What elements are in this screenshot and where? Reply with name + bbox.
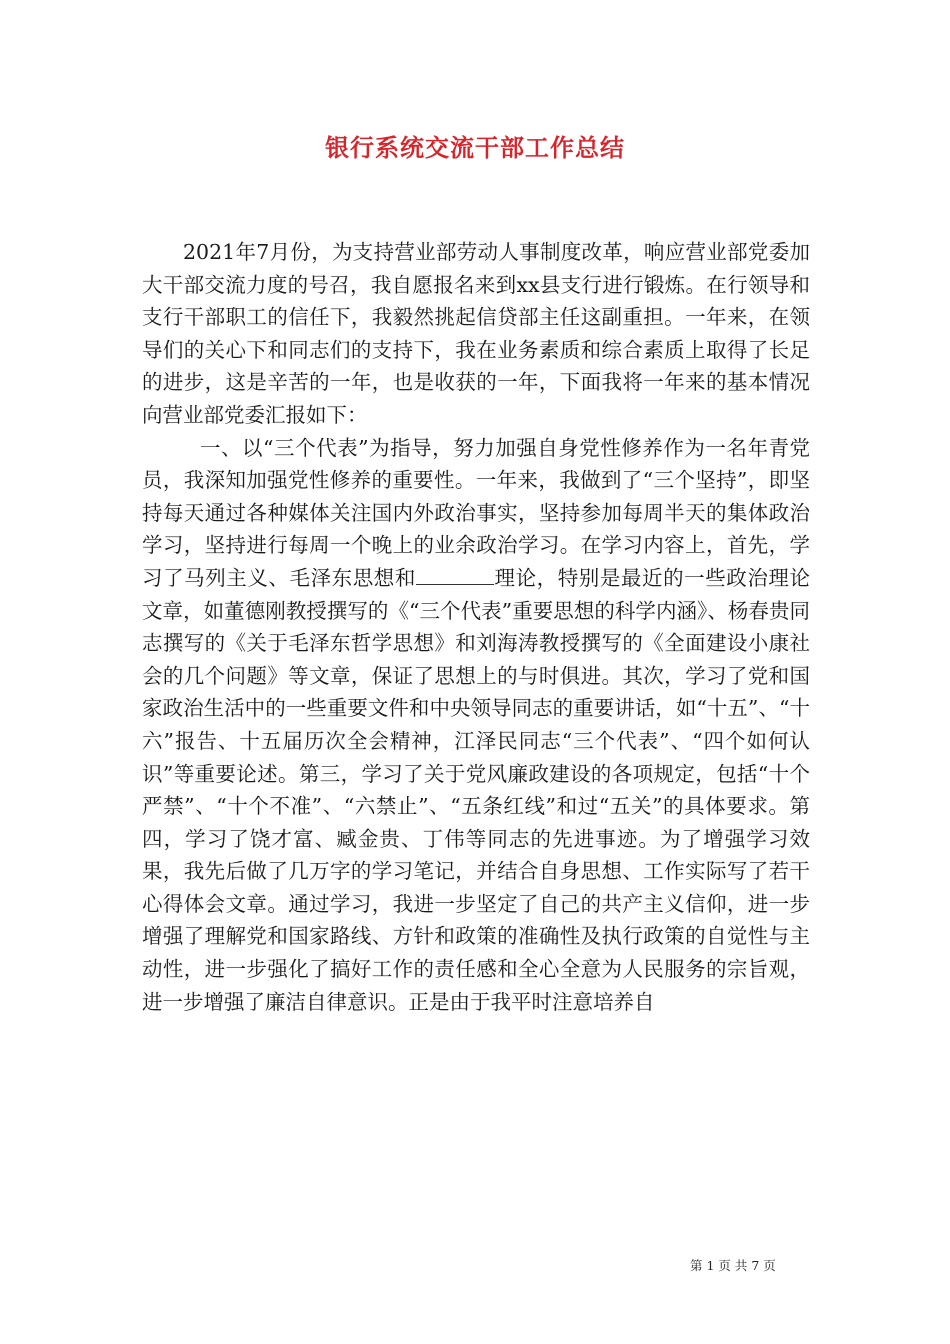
document-title: 银行系统交流干部工作总结 (325, 133, 625, 162)
paragraph-intro: 2021年7月份，为支持营业部劳动人事制度改革，响应营业部党委加大干部交流力度的号召，我自愿报名来到xx县支行进行锻炼。在行领导和支行干部职工的信任下，我毅然挑起信贷部主任这副重担。一年来，在领导们的关心下和同志们的支持下，我在业务素质和综合素质上取得了长足的进步，这是辛苦的一年，也是收获的一年，下面我将一年来的基本情况向营业部党委汇报如下： (142, 240, 810, 427)
page-number-footer: 第 1 页 共 7 页 (690, 1258, 776, 1273)
document-body (142, 236, 810, 1018)
fill-in-blank (416, 566, 494, 585)
paragraph-section-one-part2: 理论，特别是最近的一些政治理论文章，如董德刚教授撰写的《“三个代表”重要思想的科学内涵》、杨春贵同志撰写的《关于毛泽东哲学思想》和刘海涛教授撰写的《全面建设小康社会的几个问题》等文章，保证了思想上的与时俱进。其次，学习了党和国家政治生活中的一些重要文件和中央领导同志的重要讲话，如“十五”、“十六”报告、十五届历次全会精神，江泽民同志“三个代表”、“四个如何认识”等重要论述。第三，学习了关于党风廉政建设的各项规定，包括“十个严禁”、“十个不准”、“六禁止”、“五条红线”和过“五关”的具体要求。第四，学习了饶才富、臧金贵、丁伟等同志的先进事迹。为了增强学习效果，我先后做了几万字的学习笔记，并结合自身思想、工作实际写了若干心得体会文章。通过学习，我进一步坚定了自己的共产主义信仰，进一步增强了理解党和国家路线、方针和政策的准确性及执行政策的自觉性与主动性，进一步强化了搞好工作的责任感和全心全意为人民服务的宗旨观，进一步增强了廉洁自律意识。正是由于我平时注意培养自 (142, 565, 811, 1014)
paragraph-section-one (142, 432, 810, 1019)
paragraph-section-one-part1: 一、以“三个代表”为指导，努力加强自身党性修养作为一名年青党员，我深知加强党性修养的重要性。一年来，我做到了“三个坚持”，即坚持每天通过各种媒体关注国内外政治事实，坚持参加每周半天的集体政治学习，坚持进行每周一个晚上的业余政治学习。在学习内容上，首先，学习了马列主义、毛泽东思想和 (142, 435, 810, 590)
